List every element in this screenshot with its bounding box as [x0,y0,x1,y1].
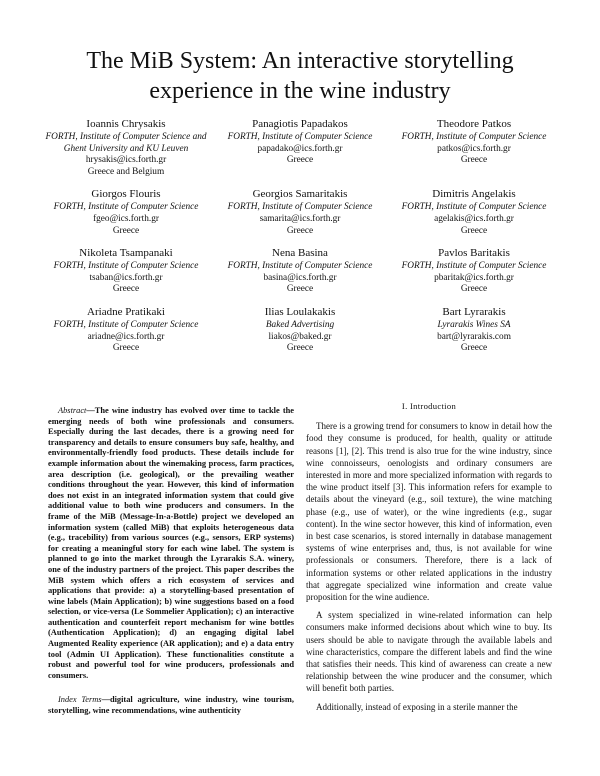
author-country: Greece [460,225,488,236]
author-country: Greece and Belgium [87,166,165,177]
author-affiliation: Lyrarakis Wines SA [437,319,511,330]
author-block [214,118,386,178]
author-block [388,247,560,296]
author-name: Nikoleta Tsampanaki [79,247,173,260]
author-country: Greece [112,225,140,236]
author-name: Ariadne Pratikaki [87,305,165,318]
intro-paragraph: Additionally, instead of exposing in a sterile manner the [316,701,518,712]
author-email: basina@ics.forth.gr [263,272,337,283]
author-name: Panagiotis Papadakos [252,118,348,130]
author-country: Greece [112,284,140,295]
author-email: ariadne@ics.forth.gr [87,331,165,342]
author-country: Greece [460,343,488,354]
index-terms [48,695,294,716]
author-country: Greece [286,284,314,295]
author-affiliation: FORTH, Institute of Computer Science [401,261,547,272]
author-email: bart@lyrarakis.com [437,331,511,342]
author-affiliation: FORTH, Institute of Computer Science [53,202,199,213]
index-terms-text: —digital agriculture, wine industry, wine tourism, storytelling, wine recommendations, wine authenticity [48,695,294,716]
author-email: patkos@ics.forth.gr [437,143,511,154]
left-column [48,406,294,725]
author-block [388,306,560,355]
author-block [214,188,386,237]
author-country: Greece [286,155,314,166]
author-affiliation: FORTH, Institute of Computer Science [227,202,373,213]
author-affiliation: FORTH, Institute of Computer Science [401,132,547,142]
author-country: Greece [460,155,488,166]
author-country: Greece [460,284,488,295]
author-affiliation: FORTH, Institute of Computer Science [53,261,199,272]
author-block [388,118,560,178]
abstract-text: —The wine industry has evolved over time to tackle the emerging needs of both wine professionals and consumers. Especially during the last decades, there is a growing need for transparency and details to ensure consumers buy safe, healthy, and environmentally-friendly food products. These details include for example information about the winemaking process, farm practices, area description (i.e. geological), or the prevailing weather conditions throughout the year. However, this kind of information does not exist in an integrated information system that could give additional value to both wine producers and consumers. In the frame of the MiB (Message-In-a-Bottle) project we developed an information system (called MiB) that exploits heterogeneous data (e.g., tracebility) from various sources (e.g., sensors, ERP systems) for creating a meaningful story for each wine label. The system is planned to go into the market through the Lyrarakis S.A. winery, one of the industry partners of the project. This paper describes the MiB system which offers a rich ecosystem of services and applications that provide: a) a storytelling-based presentation of wine labels (Main Application); b) wine suggestions based on a food selection, or vice-versa (Le Sommelier Application); c) an interactive authentication and counterfeit report mechanism for wine bottles (Authentication Application); d) an engaging digital label Augmented Reality experience (AR application); and e) a data entry tool (Admin UI Application). These functionalities constitute a robust and powerful tool for wine producers, professionals and consumers. [48,406,294,680]
author-affiliation: FORTH, Institute of Computer Science [401,202,547,213]
author-block [214,247,386,296]
right-column [306,400,552,719]
abstract [48,406,294,681]
author-name: Georgios Samaritakis [252,188,348,201]
author-email: fgeo@ics.forth.gr [93,213,159,224]
author-affiliation: FORTH, Institute of Computer Science [227,132,373,142]
author-email: pbaritak@ics.forth.gr [434,272,514,283]
index-terms-label: Index Terms [58,695,102,705]
author-block [388,188,560,237]
author-affiliation: Baked Advertising [265,319,335,330]
author-email: papadako@ics.forth.gr [257,143,343,154]
author-grid [40,118,560,355]
author-country: Greece [286,225,314,236]
author-affiliation: FORTH, Institute of Computer Science [53,319,199,330]
author-name: Theodore Patkos [436,118,512,130]
author-name: Pavlos Baritakis [438,247,510,260]
author-country: Greece [112,343,140,354]
author-name: Dimitris Angelakis [432,188,516,201]
author-email: samarita@ics.forth.gr [259,213,341,224]
intro-paragraph: A system specialized in wine-related information can help consumers make informed decisions about which wine to buy. Its users should be able to navigate through the available labels and wine characteristics, compare the different labels and find the wine that satisfies their needs. This kind of awareness can create a new relationship between the wine producer and the consumer, which will benefit both parties. [306,610,552,694]
author-affiliation: FORTH, Institute of Computer Science and Ghent University and KU Leuven [45,132,207,154]
abstract-label: Abstract [58,406,87,415]
author-block [40,118,212,178]
author-email: hrysakis@ics.forth.gr [85,155,167,166]
author-country: Greece [286,343,314,354]
author-block [214,306,386,355]
author-email: liakos@baked.gr [268,331,332,342]
section-heading: I. Introduction [401,401,457,411]
author-email: tsaban@ics.forth.gr [89,272,163,283]
author-name: Giorgos Flouris [91,188,161,201]
author-block [40,188,212,237]
intro-paragraph: There is a growing trend for consumers to know in detail how the food they consume is produced, for health, quality or attitude reasons [1], [2]. This trend is also true for the wine industry, since wine connoisseurs, oenologists and ordinary consumers are interested in more and more specialized information with regards to the wine product itself [3]. This information refers for example to details about the vineyard (e.g., soil texture), the wine matching phase (e.g., use of water), or the wine ingredients (e.g., sugar content). In the wine sector however, this kind of information, even in best case scenarios, is stored internally in database management systems of wine enterprises and, thus, is not available for wine professionals or consumers. Therefore, there is a lack of information systems or other related applications in the industry that aggregate specialized wine information and create value proposition for the wine audience. [306,421,552,603]
author-name: Ioannis Chrysakis [86,118,166,130]
paper-title: The MiB System: An interactive storytelling experience in the wine industry [86,48,514,104]
author-email: agelakis@ics.forth.gr [434,213,514,224]
author-block [40,306,212,355]
author-block [40,247,212,296]
author-name: Nena Basina [272,247,328,260]
author-affiliation: FORTH, Institute of Computer Science [227,261,373,272]
author-name: Bart Lyrarakis [442,305,506,318]
author-name: Ilias Loulakakis [264,305,336,318]
